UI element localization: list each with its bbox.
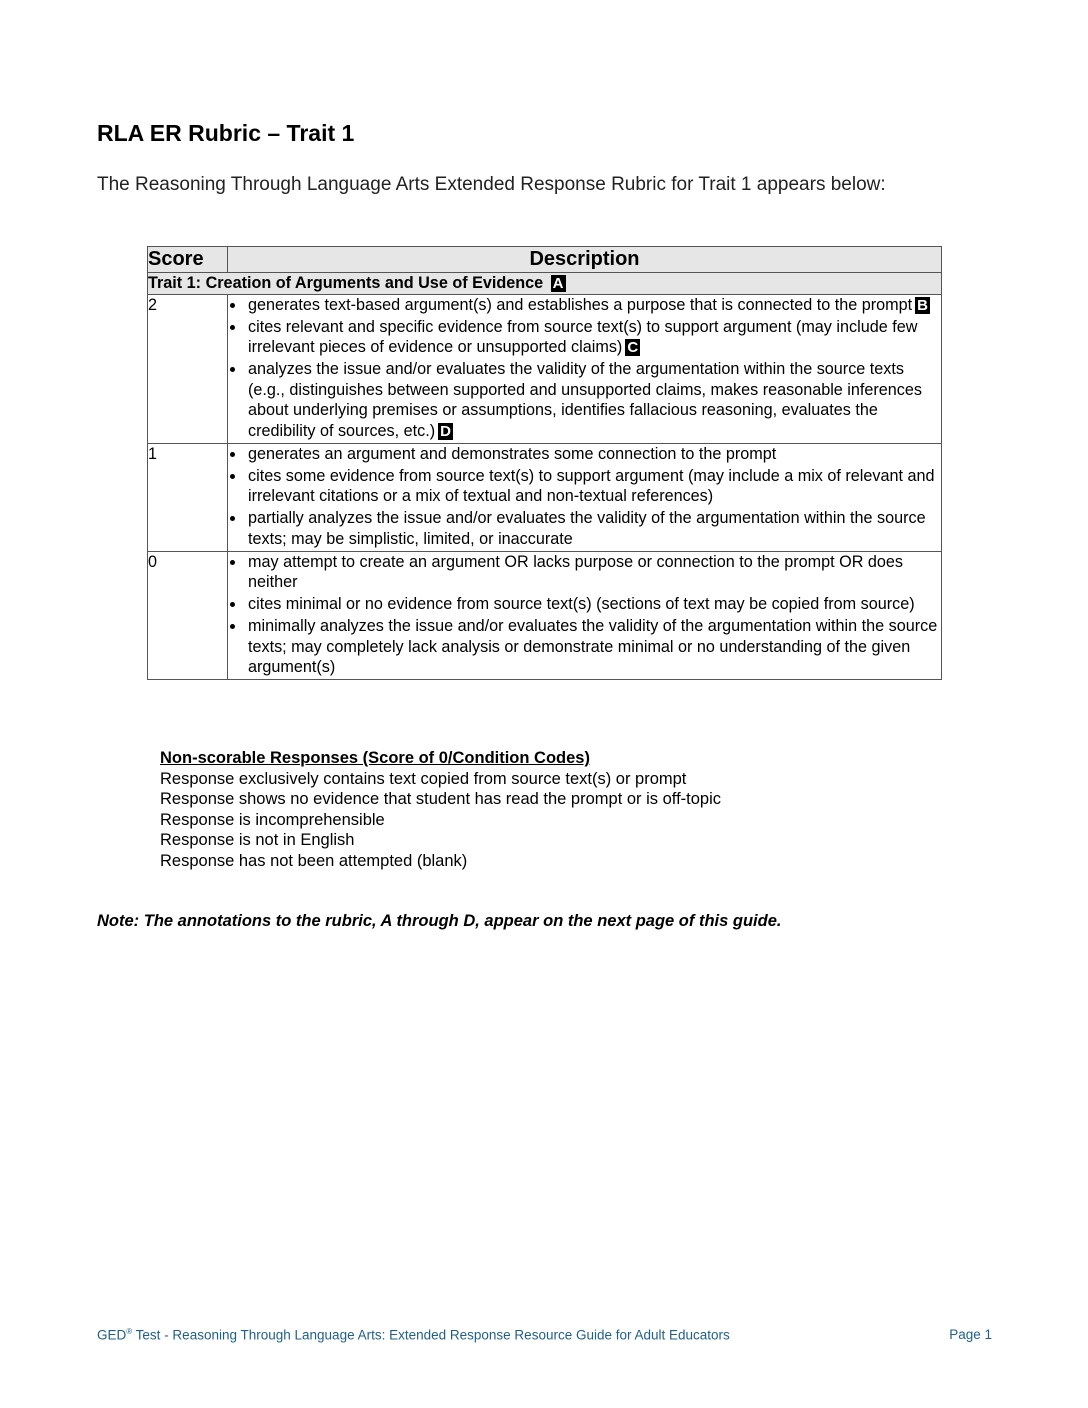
non-scorable-item: Response has not been attempted (blank) <box>160 851 468 870</box>
non-scorable-heading: Non-scorable Responses (Score of 0/Condition Codes) <box>160 749 590 767</box>
bullet-icon <box>230 367 235 372</box>
score-cell: 2 <box>148 294 228 443</box>
criteria-text: generates text-based argument(s) and establishes a purpose that is connected to the prompt <box>248 295 913 314</box>
bullet-icon <box>230 303 235 308</box>
trait-label-cell <box>148 273 942 295</box>
non-scorable-section <box>160 748 721 872</box>
footer-brand: GED <box>97 1327 127 1343</box>
criteria-text: cites minimal or no evidence from source text(s) (sections of text may be copied from source) <box>248 595 915 613</box>
bullet-icon <box>230 624 235 629</box>
annotation-marker: A <box>552 275 564 292</box>
criteria-item <box>228 508 941 549</box>
criteria-item <box>228 466 941 507</box>
criteria-item <box>228 552 941 593</box>
criteria-text: cites relevant and specific evidence from source text(s) to support argument (may include few irrelevant pieces of evidence or unsupported claims) <box>248 317 918 356</box>
trait-label: Trait 1: Creation of Arguments and Use of Evidence <box>148 274 544 292</box>
annotation-marker: D <box>440 422 451 440</box>
score-cell: 1 <box>148 443 228 551</box>
non-scorable-item: Response is incomprehensible <box>160 810 385 829</box>
criteria-text: analyzes the issue and/or evaluates the validity of the argumentation within the source texts (e.g., distinguishes between supported and unsupported claims, makes reasonable inferences about underlying premises or assumptions, identifies fallacious reasoning, evaluates the credibility of sources, etc.) <box>248 360 922 440</box>
criteria-item <box>228 594 941 615</box>
footer-title <box>97 1327 730 1343</box>
header-row <box>148 247 942 273</box>
criteria-text: minimally analyzes the issue and/or evaluates the validity of the argumentation within the source texts; may completely lack analysis or demonstrate minimal or no understanding of the given argument(s) <box>248 617 938 676</box>
page-number: Page 1 <box>949 1327 992 1342</box>
criteria-text: may attempt to create an argument OR lacks purpose or connection to the prompt OR does neither <box>248 552 904 591</box>
criteria-item <box>228 616 941 678</box>
registered-mark: ® <box>126 1327 133 1336</box>
bullet-icon <box>230 325 235 330</box>
criteria-item <box>228 317 941 358</box>
rubric-row <box>148 551 942 680</box>
bullet-icon <box>230 602 235 607</box>
bullet-icon <box>230 452 235 457</box>
criteria-item <box>228 295 941 316</box>
description-cell <box>228 443 942 551</box>
criteria-text: generates an argument and demonstrates some connection to the prompt <box>248 444 777 463</box>
intro-text: The Reasoning Through Language Arts Extended Response Rubric for Trait 1 appears below: <box>97 174 886 195</box>
page-title: RLA ER Rubric – Trait 1 <box>97 120 355 146</box>
rubric-row <box>148 443 942 551</box>
description-cell <box>228 551 942 680</box>
non-scorable-item: Response shows no evidence that student has read the prompt or is off-topic <box>160 790 722 809</box>
rubric-table <box>147 246 942 680</box>
trait-row <box>148 273 942 295</box>
criteria-item <box>228 359 941 441</box>
criteria-list <box>228 295 941 442</box>
score-header: Score <box>148 247 228 273</box>
criteria-text: partially analyzes the issue and/or evaluates the validity of the argumentation within the source texts; may be simplistic, limited, or inaccurate <box>248 509 926 548</box>
criteria-list <box>228 444 941 550</box>
description-cell <box>228 294 942 443</box>
rubric-row <box>148 294 942 443</box>
annotation-marker: B <box>917 296 928 314</box>
score-cell: 0 <box>148 551 228 680</box>
description-header: Description <box>228 247 942 273</box>
footer-text: Test - Reasoning Through Language Arts: Extended Response Resource Guide for Adult Educators <box>132 1327 730 1343</box>
non-scorable-list <box>160 769 721 872</box>
criteria-list <box>228 552 941 678</box>
bullet-icon <box>230 516 235 521</box>
annotation-marker: C <box>627 339 639 356</box>
criteria-text: cites some evidence from source text(s) to support argument (may include a mix of relevant and irrelevant citations or a mix of textual and non-textual references) <box>248 466 935 505</box>
non-scorable-item: Response is not in English <box>160 831 355 850</box>
note-text: Note: The annotations to the rubric, A through D, appear on the next page of this guide. <box>97 912 782 930</box>
non-scorable-item: Response exclusively contains text copied from source text(s) or prompt <box>160 769 687 788</box>
criteria-item <box>228 444 941 465</box>
bullet-icon <box>230 560 235 565</box>
bullet-icon <box>230 474 235 479</box>
